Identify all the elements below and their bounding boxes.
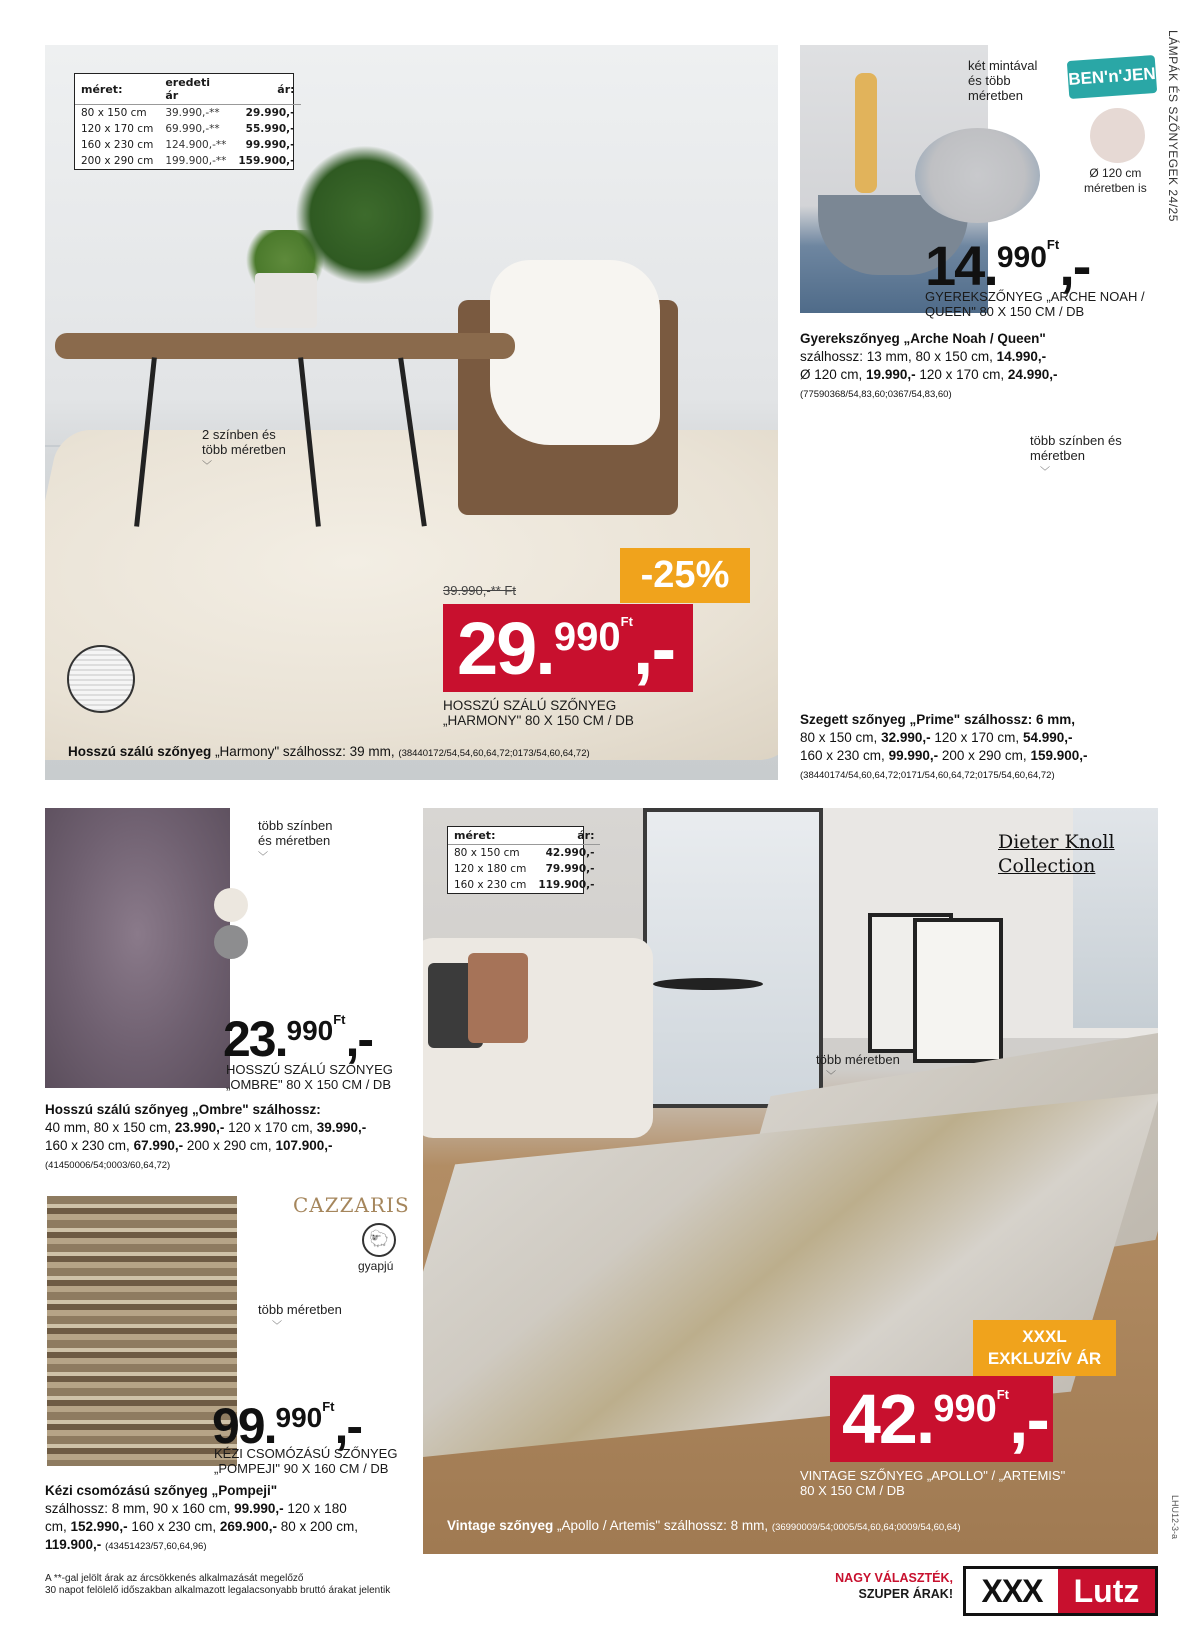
caption-line: VINTAGE SZŐNYEG „APOLLO" / „ARTEMIS" [800,1468,1066,1483]
article-code: (41450006/54;0003/60,64,72) [45,1160,171,1171]
color-swatch-cream [214,888,248,922]
price-dash: ,- [345,1011,373,1067]
desc-text: szálhossz: 13 mm, 80 x 150 cm, [800,349,993,364]
price-currency: Ft [333,1012,346,1027]
monstera-plant [295,145,435,285]
note-line: több színben [258,818,333,833]
bunny-round-rug [1090,108,1145,163]
table-row [448,861,600,877]
article-code: (38440174/54,60,64,72;0171/54,60,64,72;0175/54,60,64,72) [800,770,1055,781]
note-line: méretben is [1084,181,1147,195]
note-line: két mintával [968,58,1038,73]
apollo-description [447,1517,961,1537]
chevron-down-icon: ﹀ [258,852,268,863]
price-currency: Ft [322,1399,335,1414]
arche-price [925,234,1090,297]
desc-price: 99.990,- [234,1501,284,1516]
round-size-note [1084,166,1147,196]
note-line: és méretben [258,833,331,848]
table-cell: 99.990,- [245,139,295,151]
apollo-price-table [447,826,595,894]
desc-text: 160 x 230 cm, [800,748,885,763]
desc-price: 119.900,- [45,1537,102,1552]
slogan-line: NAGY VÁLASZTÉK, [835,1571,953,1585]
price-small: 990 [275,1402,323,1433]
cazzaris-logo: CAZZARIS [293,1193,410,1217]
desc-price: 23.990,- [174,1120,225,1135]
caption-line: 80 X 150 CM / DB [800,1483,905,1498]
note-line: több színben és [1030,433,1122,448]
badge-line: XXXL [1022,1327,1067,1346]
ombre-rug-photo [45,808,230,1088]
desc-text: 80 x 150 cm, [800,730,878,745]
table-cell: 120 x 180 cm [454,863,527,875]
round-rug-photo [915,128,1040,223]
old-price: 39.990,-** Ft [443,583,516,598]
price-main: 14. [925,234,997,297]
ombre-description [45,1101,366,1175]
desc-price: 54.990,- [1022,730,1073,745]
desc-text: „Harmony" szálhossz: 39 mm, [215,744,395,759]
price-main: 42. [842,1380,934,1458]
pompeji-rug-photo [47,1196,237,1466]
coffee-table [55,333,515,359]
desc-text: 120 x 170 cm, [228,1120,313,1135]
table-cell: 29.990,- [245,107,295,119]
chevron-down-icon: ﹀ [1040,467,1050,478]
table-row [75,105,301,122]
harmony-caption [443,698,634,728]
table-cell: 124.900,-** [165,139,227,151]
dieter-knoll-logo [998,830,1115,878]
table-cell: 42.990,- [545,847,595,859]
chevron-down-icon: ﹀ [826,1071,836,1082]
table-header: méret: [448,827,532,845]
desc-price: 39.990,- [316,1120,367,1135]
harmony-options-note [202,427,286,474]
price-dash: ,- [334,1398,362,1454]
desc-text: Ø 120 cm, [800,367,863,382]
apollo-caption [800,1468,1065,1498]
chevron-down-icon: ﹀ [272,1321,282,1332]
fur-throw [490,260,660,445]
price-small: 990 [933,1388,997,1430]
price-value [457,607,675,690]
desc-price: 107.900,- [275,1138,333,1153]
price-footnote [45,1573,390,1597]
pompeji-options-note [258,1302,342,1334]
caption-line: „POMPEJI" 90 X 160 CM / DB [214,1461,389,1476]
desc-price: 67.990,- [133,1138,184,1153]
pompeji-price [212,1398,362,1454]
desc-price: 32.990,- [881,730,931,745]
desc-text: 160 x 230 cm, [45,1138,130,1153]
product-name: Hosszú szálú szőnyeg „Ombre" szálhossz: [45,1102,321,1117]
desc-text: szálhossz: 8 mm, 90 x 160 cm, [45,1501,231,1516]
desc-text: 200 x 290 cm, [186,1138,272,1153]
price-currency: Ft [1046,237,1060,252]
caption-line: HOSSZÚ SZÁLÚ SZŐNYEG [226,1062,393,1077]
table-cell: 159.900,- [238,155,295,167]
desc-text: 120 x 170 cm, [934,730,1020,745]
apollo-price-tag [830,1376,1053,1462]
table-cell: 69.990,-** [165,123,220,135]
price-dash: ,- [632,607,675,690]
pillow [468,953,528,1043]
product-name: Hosszú szálú szőnyeg [68,744,212,759]
table-cell: 160 x 230 cm [454,879,527,891]
product-name: Szegett szőnyeg „Prime" szálhossz: 6 mm, [800,712,1075,727]
desc-price: 14.990,- [996,349,1047,364]
logo-lutz: Lutz [1058,1569,1155,1613]
table-header: eredeti ár [159,74,232,105]
section-side-label: LÁMPÁK ÉS SZŐNYEGEK 24/25 [1166,30,1180,222]
desc-price: 159.900,- [1030,748,1088,763]
table-cell: 80 x 150 cm [454,847,520,859]
pompeji-description [45,1482,358,1556]
table-header: ár: [532,827,600,845]
desc-text: 40 mm, 80 x 150 cm, [45,1120,172,1135]
desc-text: „Apollo / Artemis" szálhossz: 8 mm, [557,1518,769,1533]
note-line: több méretben [202,442,286,457]
desc-text: 160 x 230 cm, [131,1519,217,1534]
table-cell: 119.900,- [538,879,595,891]
side-table [653,978,763,990]
texture-detail-circle [67,645,135,713]
table-row [75,121,301,137]
article-code: (43451423/57,60,64,96) [105,1541,207,1552]
note-line: Ø 120 cm [1089,166,1142,180]
price-main: 29. [457,607,554,690]
desc-price: 24.990,- [1007,367,1058,382]
benjen-logo: BEN'n'JEN [1067,55,1157,99]
article-code: (36990009/54;0005/54,60,64;0009/54,60,64) [771,1522,961,1533]
collection-line: Dieter Knoll [998,831,1115,853]
giraffe-motif [855,73,877,193]
harmony-price-table [74,73,294,170]
price-main: 23. [223,1011,287,1067]
caption-line: „HARMONY" 80 X 150 CM / DB [443,713,634,728]
table-row [448,877,600,893]
desc-text: cm, [45,1519,67,1534]
price-value [842,1380,1048,1458]
table-cell: 80 x 150 cm [81,107,147,119]
harmony-description [68,743,590,763]
apollo-options-note [816,1052,900,1084]
harmony-price-tag [443,604,693,692]
price-dash: ,- [1059,234,1090,297]
arche-options-note [968,58,1037,103]
price-main: 99. [212,1398,276,1454]
footnote-line: A **-gal jelölt árak az árcsökkenés alkalmazását megelőző [45,1573,304,1584]
collection-line: Collection [998,855,1096,877]
note-line: és több [968,73,1011,88]
note-line: 2 színben és [202,427,276,442]
desc-text: 120 x 180 [287,1501,347,1516]
wool-label: gyapjú [358,1259,394,1273]
exclusive-price-badge [973,1320,1116,1376]
note-line: több méretben [816,1052,900,1067]
ombre-caption [226,1062,393,1092]
price-small: 990 [286,1015,334,1046]
caption-line: HOSSZÚ SZÁLÚ SZŐNYEG [443,698,617,713]
window [643,808,823,1108]
table-cell: 200 x 290 cm [81,155,154,167]
desc-text: 120 x 170 cm, [919,367,1005,382]
ombre-options-note [258,818,332,865]
prime-description [800,711,1087,785]
price-small: 990 [553,615,621,659]
caption-line: KÉZI CSOMÓZÁSÚ SZŐNYEG [214,1446,398,1461]
prime-options-note [1030,433,1122,480]
sheep-icon: 🐑 [362,1223,396,1257]
note-line: méretben [968,88,1023,103]
product-name: Kézi csomózású szőnyeg „Pompeji" [45,1483,278,1498]
article-code: (77590368/54,83,60;0367/54,83,60) [800,389,952,400]
desc-price: 19.990,- [866,367,916,382]
price-small: 990 [996,241,1047,274]
arche-caption [925,289,1145,319]
note-line: méretben [1030,448,1085,463]
desc-text: 80 x 200 cm, [280,1519,358,1534]
table-row [75,137,301,153]
product-name: Gyerekszőnyeg „Arche Noah / Queen" [800,331,1046,346]
table-header: ár: [232,74,300,105]
xxxlutz-logo [963,1566,1158,1616]
product-name: Vintage szőnyeg [447,1518,554,1533]
table-cell: 160 x 230 cm [81,139,154,151]
badge-line: EXKLUZÍV ÁR [987,1349,1102,1368]
chevron-down-icon: ﹀ [202,461,212,472]
pompeji-caption [214,1446,397,1476]
ombre-price [223,1011,373,1067]
table-cell: 199.900,-** [165,155,227,167]
desc-text: 200 x 290 cm, [941,748,1027,763]
caption-line: QUEEN" 80 X 150 CM / DB [925,304,1085,319]
price-currency: Ft [620,614,633,629]
desc-price: 152.990,- [70,1519,128,1534]
note-line: több méretben [258,1302,342,1317]
slogan-line: SZUPER ÁRAK! [858,1587,953,1601]
art-frame [913,918,1003,1063]
caption-line: GYEREKSZŐNYEG „ARCHE NOAH / [925,289,1145,304]
table-row [75,153,301,169]
price-currency: Ft [996,1387,1009,1402]
footnote-line: 30 napot felölelő időszakban alkalmazott legalacsonyabb bruttó árakat jelentik [45,1585,391,1596]
slogan [808,1570,953,1602]
logo-xxx: XXX [966,1569,1058,1613]
arche-description [800,330,1057,404]
desc-price: 269.900,- [219,1519,277,1534]
color-swatch-grey [214,925,248,959]
price-dash: ,- [1009,1380,1048,1458]
table-cell: 39.990,-** [165,107,220,119]
discount-badge: -25% [620,548,750,603]
caption-line: „OMBRE" 80 X 150 CM / DB [226,1077,391,1092]
table-cell: 79.990,- [545,863,595,875]
article-code: (38440172/54,54,60,64,72;0173/54,60,64,72) [398,748,590,759]
table-header: méret: [75,74,159,105]
page-code: LHU12-3-a [1170,1495,1180,1540]
table-cell: 120 x 170 cm [81,123,154,135]
desc-price: 99.990,- [888,748,939,763]
table-row [448,845,600,862]
table-cell: 55.990,- [245,123,295,135]
